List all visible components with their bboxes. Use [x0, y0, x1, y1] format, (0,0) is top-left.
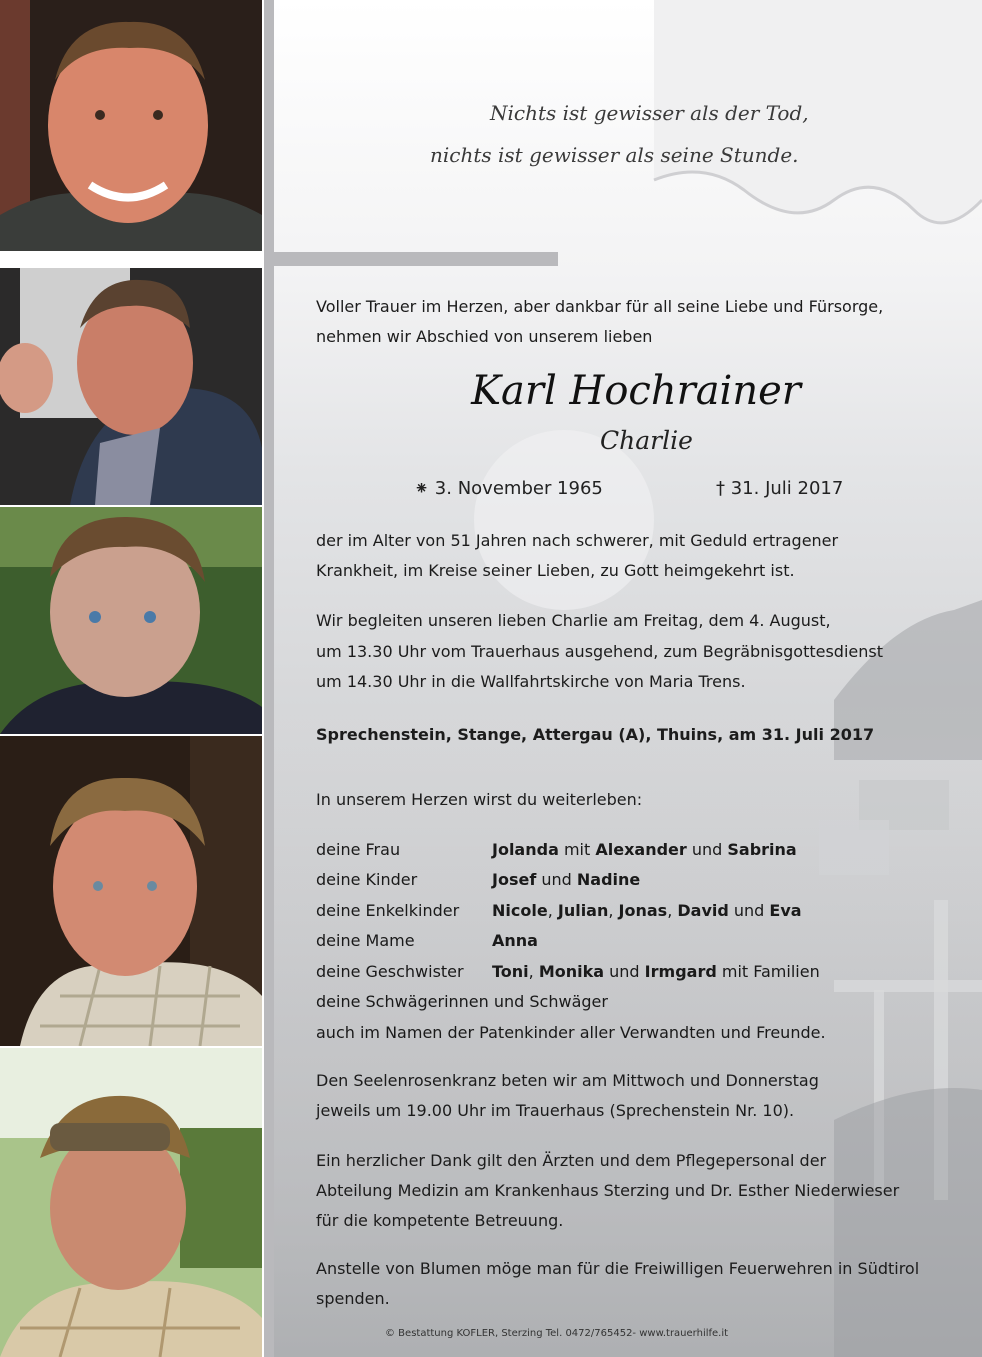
relative-row-kinder — [316, 865, 640, 895]
motto-quote — [430, 92, 850, 176]
relative-name: Alexander — [595, 840, 687, 859]
horizontal-divider — [264, 252, 558, 266]
relative-row-geschwister — [316, 957, 820, 987]
rosary-line-2: jeweils um 19.00 Uhr im Trauerhaus (Sprechenstein Nr. 10). — [316, 1101, 795, 1120]
relative-name: David — [677, 901, 729, 920]
connector: , — [528, 962, 539, 981]
flowers-line-1: Anstelle von Blumen möge man für die Freiwilligen Feuerwehren in Südtirol — [316, 1259, 920, 1278]
relative-name: Nadine — [576, 870, 641, 889]
connector: mit — [558, 840, 596, 859]
relative-name: Toni — [492, 962, 529, 981]
birth-date: ⁕ 3. November 1965 — [414, 478, 603, 499]
relative-label: deine Kinder — [316, 870, 418, 889]
relative-label: deine Geschwister — [316, 962, 464, 981]
relative-name: Sabrina — [727, 840, 797, 859]
connector: , — [547, 901, 558, 920]
footer-credit: © Bestattung KOFLER, Sterzing Tel. 0472/765452- www.trauerhilfe.it — [385, 1328, 729, 1339]
photo-5 — [0, 1048, 262, 1357]
photo-3 — [0, 507, 262, 734]
connector: und — [536, 870, 577, 889]
flowers-line-2: spenden. — [316, 1289, 390, 1308]
relative-name: Nicole — [492, 901, 548, 920]
intro-line-2: nehmen wir Abschied von unserem lieben — [316, 327, 653, 346]
relative-row-schwaeger: deine Schwägerinnen und Schwäger — [316, 992, 608, 1011]
connector: und — [728, 901, 770, 920]
connector: mit Familien — [716, 962, 820, 981]
photo-4 — [0, 736, 262, 1046]
relative-row-enkel — [316, 896, 802, 926]
relative-label: deine Enkelkinder — [316, 901, 460, 920]
funeral-line-3: um 14.30 Uhr in die Wallfahrtskirche von Maria Trens. — [316, 672, 746, 691]
relative-name: Jonas — [618, 901, 668, 920]
thanks-line-1: Ein herzlicher Dank gilt den Ärzten und dem Pflegepersonal der — [316, 1151, 827, 1170]
relative-row-paten: auch im Namen der Patenkinder aller Verwandten und Freunde. — [316, 1023, 826, 1042]
quote-line-1: Nichts ist gewisser als der Tod, — [490, 101, 809, 125]
relative-name: Jolanda — [492, 840, 559, 859]
intro-line-1: Voller Trauer im Herzen, aber dankbar für all seine Liebe und Fürsorge, — [316, 297, 884, 316]
relative-name: Eva — [769, 901, 802, 920]
quote-line-2: nichts ist gewisser als seine Stunde. — [430, 143, 799, 167]
funeral-line-2: um 13.30 Uhr vom Trauerhaus ausgehend, zum Begräbnisgottesdienst — [316, 642, 883, 661]
connector: , — [608, 901, 619, 920]
relative-label: deine Frau — [316, 840, 401, 859]
rosary-line-1: Den Seelenrosenkranz beten wir am Mittwoch und Donnerstag — [316, 1071, 819, 1090]
relative-name: Monika — [538, 962, 605, 981]
relative-name: Josef — [492, 870, 537, 889]
passing-line-2: Krankheit, im Kreise seiner Lieben, zu Gott heimgekehrt ist. — [316, 561, 795, 580]
relative-label: deine Mame — [316, 931, 415, 950]
thanks-line-3: für die kompetente Betreuung. — [316, 1211, 564, 1230]
passing-line-1: der im Alter von 51 Jahren nach schwerer, mit Geduld ertragener — [316, 531, 839, 550]
funeral-line-1: Wir begleiten unseren lieben Charlie am Freitag, dem 4. August, — [316, 611, 831, 630]
place-date: Sprechenstein, Stange, Attergau (A), Thuins, am 31. Juli 2017 — [316, 725, 875, 744]
relative-row-frau — [316, 835, 797, 865]
connector: und — [686, 840, 728, 859]
relative-name: Irmgard — [644, 962, 717, 981]
heart-line: In unserem Herzen wirst du weiterleben: — [316, 790, 643, 809]
deceased-name: Karl Hochrainer — [471, 368, 801, 414]
connector: und — [604, 962, 645, 981]
relative-name: Anna — [492, 931, 538, 950]
relative-name: Julian — [557, 901, 609, 920]
deceased-nickname: Charlie — [600, 426, 693, 455]
thanks-line-2: Abteilung Medizin am Krankenhaus Sterzing und Dr. Esther Niederwieser — [316, 1181, 900, 1200]
death-date: † 31. Juli 2017 — [716, 478, 844, 499]
photo-1 — [0, 0, 262, 251]
connector: , — [667, 901, 678, 920]
vertical-divider — [264, 0, 274, 1357]
relative-row-mame — [316, 926, 538, 956]
